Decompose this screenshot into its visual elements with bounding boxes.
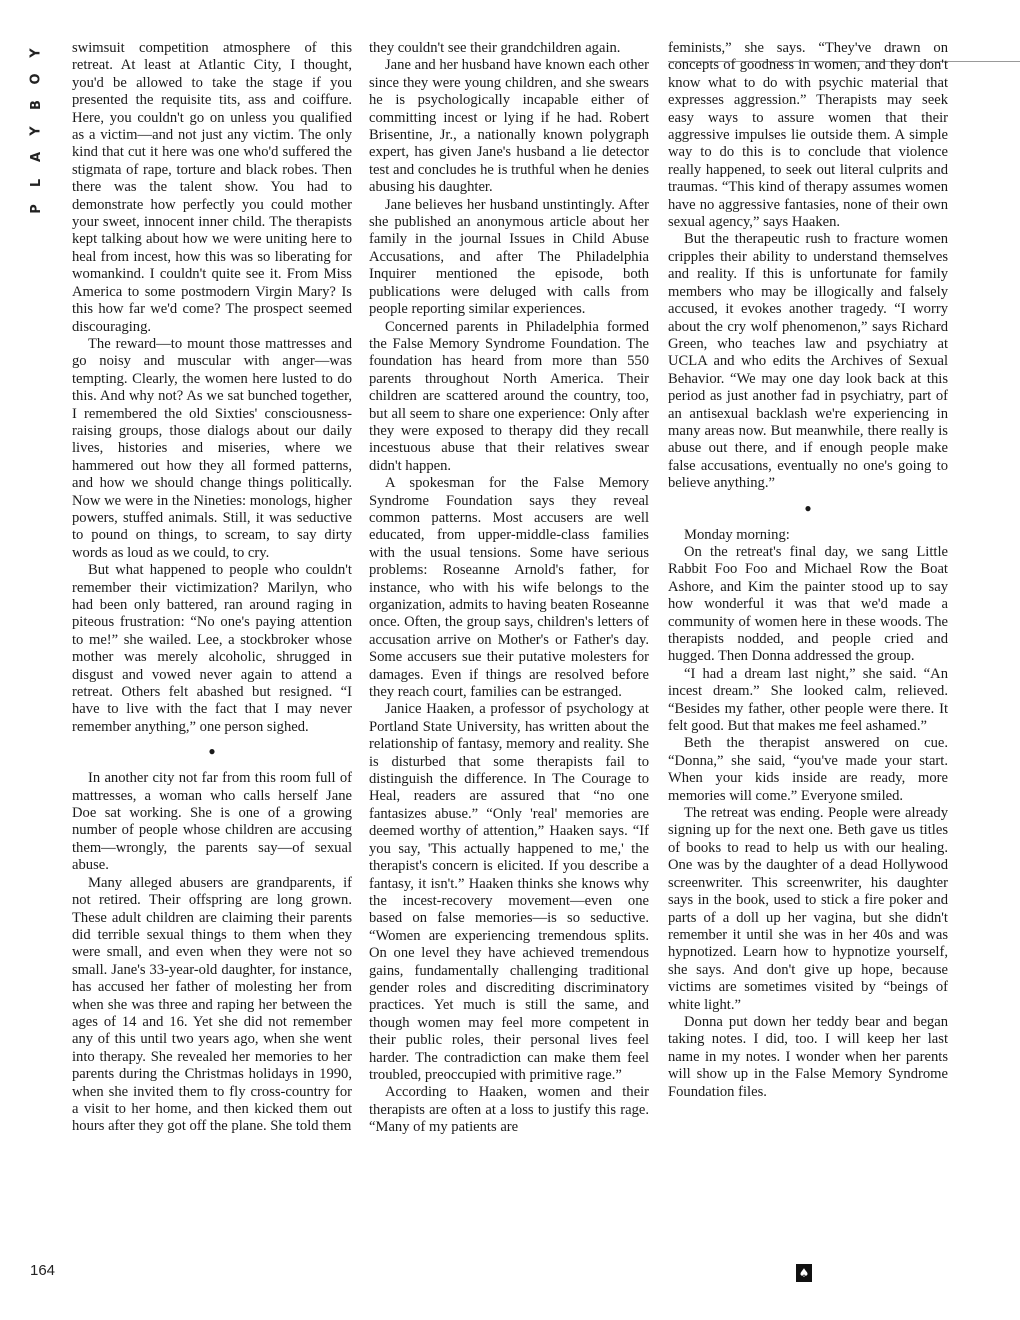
paragraph: Many alleged abusers are grandparents, if not retired. Their offspring are long grown. These adult children are claiming their parents did terrible sexual things to them when they were small, and even when they were not so small. Jane's 33-year-old daughter, for instance, has accused her father of molesting her from when she was three and raping her between the ages of 14 and 16. Yet she did not remember any of this until two years ago, when she went into therapy. She revealed her memories to her parents during the Christmas holidays in 1990, when she invited them to fly cross-country for a visit to her home, and then kicked them out hours after they got off the plane. She told them: [72, 874, 352, 1135]
paragraph: Janice Haaken, a professor of psychology at Portland State University, has written about the relationship of fantasy, memory and reality. She is disturbed that some therapists fail to distinguish the difference. In The Courage to Heal, readers are assured that “no one fantasizes abuse.” “Only 'real' memories are deemed worthy of attention,” Haaken says. “If you say, 'This actually happened to me,' the therapist's concern is elicited. If you describe a fantasy, it isn't.” Haaken thinks she knows why the incest-recovery movement—even one based on false memories—is so seductive. “Women are experiencing tremendous splits. On one level they have achieved tremendous gains, fundamentally challenging traditional gender roles and discrediting discriminatory practices. Yet much is still the same, and though women may feel more competent in their public roles, their personal lives feel harder. The contradiction can make them feel troubled, preoccupied with primitive rage.”: [369, 701, 649, 1083]
paragraph: feminists,” she says. “They've drawn on concepts of goodness in women, and they don't know what to do with psychic material that expresses aggression.” Therapists may seek easy ways to assure women that their aggressive impulses lie outside them. A simple way to do this is to conclude that violence really happened, to seek out literal culprits and traumas. “This kind of therapy assumes women have no aggressive fantasies, none of their own sexual agency,” says Haaken.: [668, 40, 948, 231]
paragraph: On the retreat's final day, we sang Little Rabbit Foo Foo and Michael Row the Boat Ashore, and Kim the painter stood up to say how wonderful it was that we'd made a community of women here in these woods. The therapists nodded, and people cried and hugged. Then Donna addressed the group.: [668, 543, 948, 665]
column-2: [369, 40, 649, 1137]
page-number: 164: [30, 1262, 56, 1279]
section-break-bullet: ●: [804, 500, 812, 515]
paragraph: According to Haaken, women and their therapists are often at a loss to justify this rage. “Many of my patients are: [369, 1084, 649, 1136]
paragraph: In another city not far from this room full of mattresses, a woman who calls herself Jane Doe sat working. She is one of a growing number of people whose children are accusing them—wrongly, the parents say—of sexual abuse.: [72, 770, 352, 874]
paragraph: “I had a dream last night,” she said. “An incest dream.” She looked calm, relieved. “Besides my father, other people were there. It felt good. But that makes me feel ashamed.”: [668, 665, 948, 735]
column-3: [668, 40, 948, 1101]
paragraph: they couldn't see their grandchildren again.: [369, 40, 621, 56]
paragraph: The reward—to mount those mattresses and go noisy and muscular with anger—was tempting. Clearly, the women here lusted to do this. And why not? As we sat bunched together, I remembered the old Sixties' consciousness-raising groups, those dialogs about our daily lives, histories and miseries, where we hammered out how they all formed patterns, and how we should change things politically. Now we were in the Nineties: monologs, higher powers, stuffed animals. Still, it was seductive to pound on things, to scream, to say dirty words as loud as we could, to cry.: [72, 335, 352, 561]
paragraph: But what happened to people who couldn't remember their victimization? Marilyn, who had been only battered, ran around raging in piteous frustration: “No one's paying attention to me!” she wailed. Lee, a stockbroker whose mother was merely alcoholic, shrugged in disgust and vowed never again to attend a retreat. Others felt abashed but resigned. “I have to live with the fact that I may never remember anything,” one person sighed.: [72, 562, 352, 735]
paragraph: Jane and her husband have known each other since they were young children, and she swears he is psychologically incapable either of committing incest or lying if he had. Robert Brisentine, Jr., a nationally known polygraph expert, has given Jane's husband a lie detector test and concludes he is truthful when he denies abusing his daughter.: [369, 57, 649, 196]
paragraph: Jane believes her husband unstintingly. After she published an anonymous article about her family in the journal Issues in Child Abuse Accusations, and after The Philadelphia Inquirer mentioned the episode, both publications were deluged with calls from people reporting similar experiences.: [369, 196, 649, 318]
magazine-title-vertical: [26, 40, 48, 222]
title-letter: O: [29, 73, 44, 85]
paragraph: Beth the therapist answered on cue. “Donna,” she said, “you've made your start. When your kids inside are ready, more memories will come.” Everyone smiled.: [668, 735, 948, 804]
paragraph: A spokesman for the False Memory Syndrome Foundation says they reveal common patterns. Most accusers are well educated, from upper-middle-class families with the usual tensions. Some have serious problems: Roseanne Arnold's father, for instance, who with his wife belongs to the organization, admits to having beaten Roseanne once. Often, the group says, children's letters of accusation arrive on Mother's or Father's day. Some accusers sue their putative molesters for damages. Even if things are resolved before they reach court, families can be estranged.: [369, 475, 649, 701]
column-1: [72, 40, 352, 1136]
paragraph: swimsuit competition atmosphere of this retreat. At least at Atlantic City, I thought, you'd be allowed to take the stage if you presented the requisite tits, ass and coiffure. Here, you couldn't go on unless you qualified as a victim—and not just any victim. The only kind that cut it here was one who'd suffered the stigmata of rape, torture and black robes. Then there was the talent show. You had to demonstrate how perfectly you could mother your sweet, innocent inner child. The therapists kept talking about how we were uniting here to heal from incest, how this was so liberating for womankind. I couldn't quite see it. From Miss America to some postmodern Virgin Mary? Is this how far we'd come? The prospect seemed discouraging.: [72, 40, 352, 335]
title-letter: A: [29, 151, 44, 163]
title-letter: B: [28, 100, 44, 110]
title-letter: Y: [28, 48, 44, 58]
dateline: Monday morning:: [684, 526, 790, 543]
title-letter: P: [29, 204, 44, 214]
paragraph: Donna put down her teddy bear and began taking notes. I did, too. I will keep her last name in my notes. I wonder when her parents will show up in the False Memory Syndrome Foundation files.: [668, 1013, 948, 1100]
paragraph: Concerned parents in Philadelphia formed the False Memory Syndrome Foundation. The foundation has heard from more than 550 parents throughout North America. Their children are scattered around the country, too, but all seem to share one experience: Only after they were exposed to therapy did they recall incestuous abuse that their relatives swear didn't happen.: [369, 318, 649, 474]
paragraph: But the therapeutic rush to fracture women cripples their ability to understand themselves and reality. If this is unfortunate for family members who may be illogically and falsely accused, it evokes another tragedy. “I worry about the cry wolf phenomenon,” says Richard Green, who teaches law and psychiatry at UCLA and who edits the Archives of Sexual Behavior. “We may one day look back at this period as just another fad in psychiatry, part of an antisexual backlash we're experiencing in many areas now. But meanwhile, there really is abuse out there, and if enough people make false accusations, eventually no one's going to believe anything.”: [668, 231, 948, 492]
end-mark-icon: ♠: [796, 1264, 812, 1282]
title-letter: L: [28, 178, 44, 188]
title-letter: Y: [28, 126, 44, 136]
paragraph: The retreat was ending. People were already signing up for the next one. Beth gave us titles of books to read to help us with our healing. One was by the daughter of a dead Hollywood screenwriter. This screenwriter, his daughter says in the book, used to stick a fire poker and parts of a doll up her vagina, but she didn't remember it until she was in her 40s and was hypnotized. Learn how to hypnotize yourself, she says. And don't give up hope, because victims are sometimes visited by “beings of white light.”: [668, 805, 948, 1013]
section-break-bullet: ●: [208, 744, 216, 759]
